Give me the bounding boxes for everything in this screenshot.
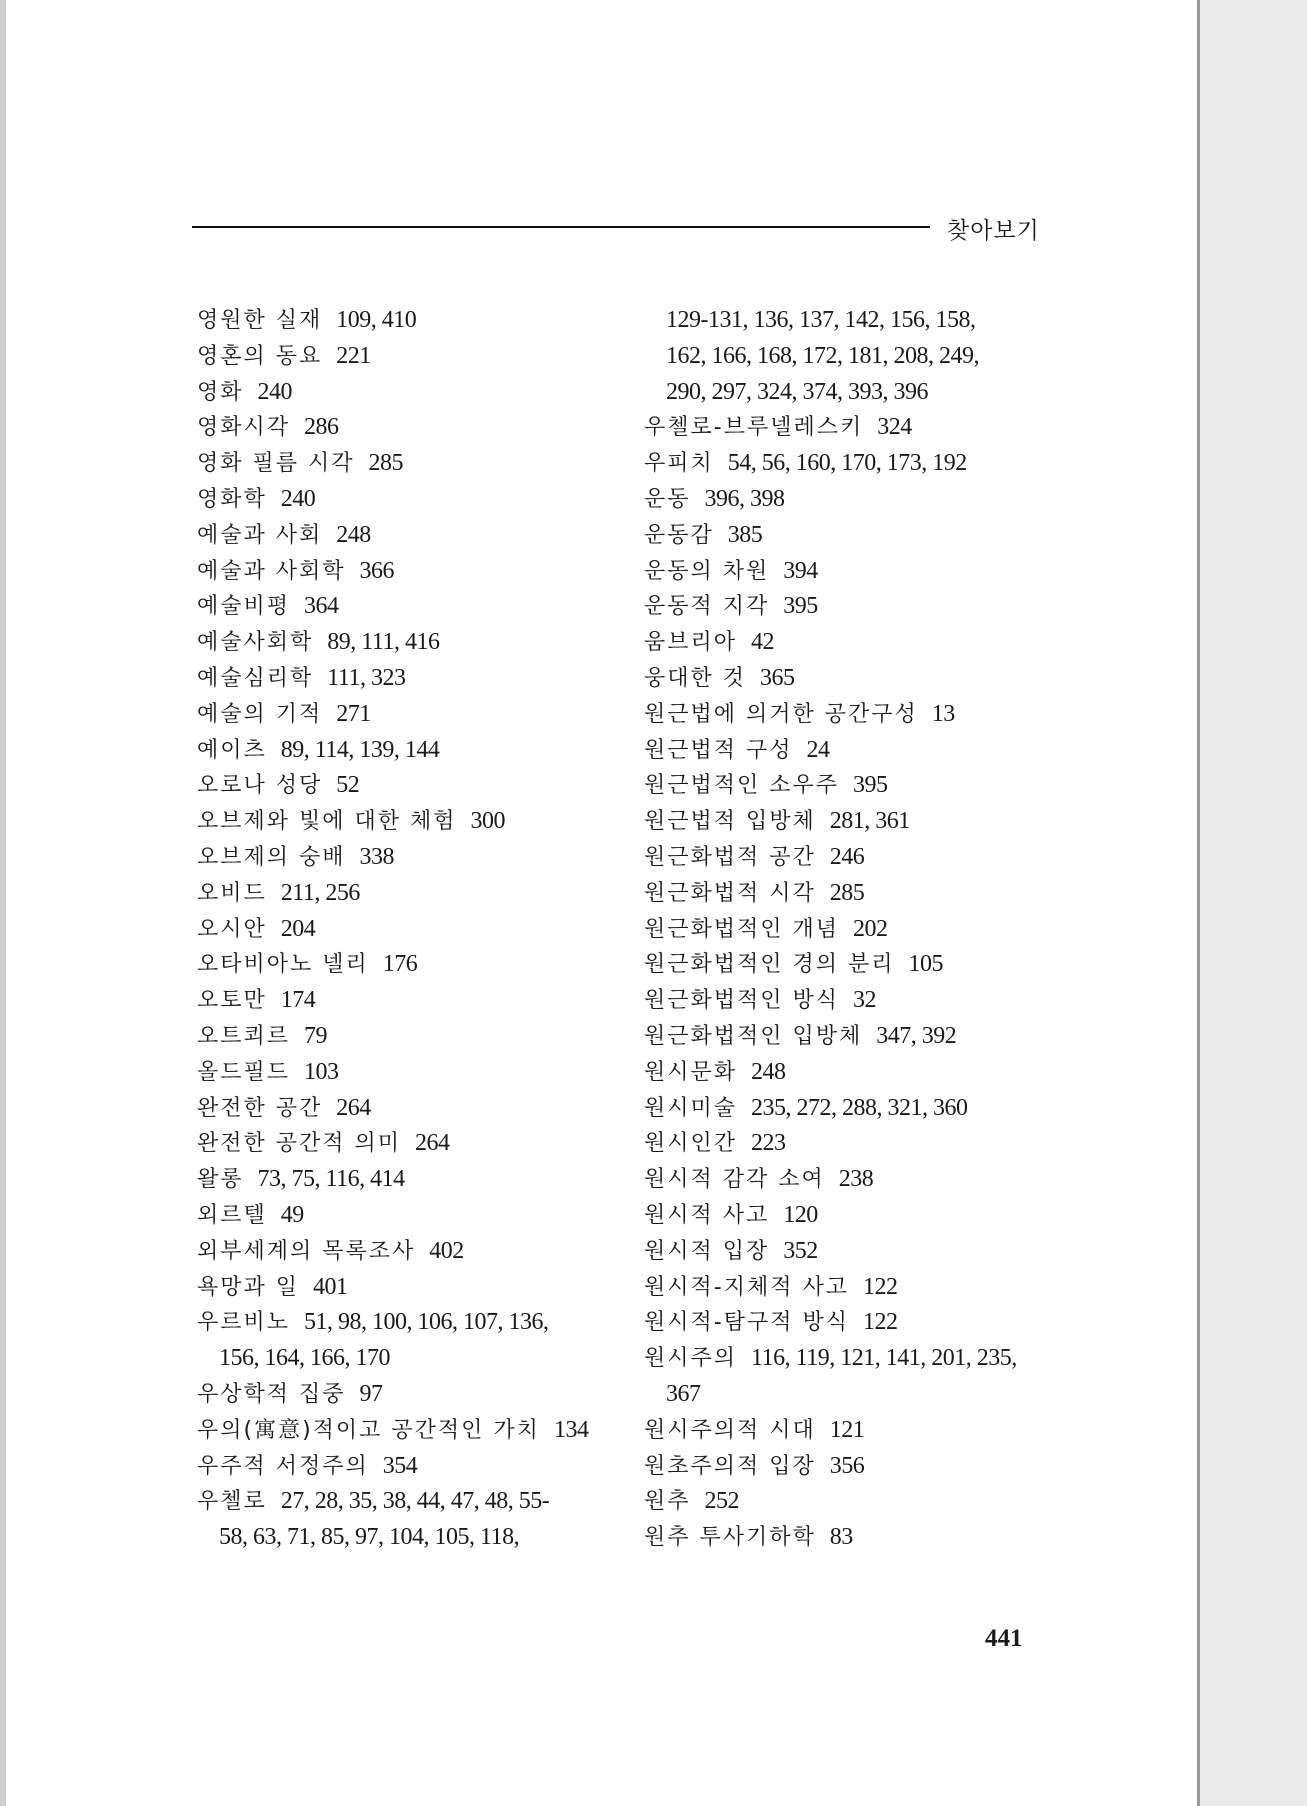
index-page-numbers: 252 xyxy=(704,1488,740,1515)
index-page-numbers: 105 xyxy=(908,951,944,978)
header-rule xyxy=(192,226,930,228)
index-term: 우의(寓意)적이고 공간적인 가치 xyxy=(197,1417,540,1443)
index-page-numbers: 204 xyxy=(280,915,316,942)
index-entry xyxy=(197,554,617,590)
index-term: 영원한 실재 xyxy=(197,308,323,333)
index-page-numbers: 97 xyxy=(359,1380,383,1407)
index-entry xyxy=(644,1234,1084,1270)
index-page-numbers: 89, 111, 416 xyxy=(327,629,440,656)
index-page-numbers: 42 xyxy=(751,629,775,656)
index-page-numbers: 285 xyxy=(829,879,865,906)
index-entry xyxy=(197,768,617,804)
index-term: 왈롱 xyxy=(197,1167,244,1193)
index-page-numbers: 338 xyxy=(359,843,395,870)
index-page-numbers: 54, 56, 160, 170, 173, 192 xyxy=(727,450,967,477)
index-entry xyxy=(644,983,1084,1019)
index-page-numbers: 395 xyxy=(853,772,888,799)
index-page-numbers: 122 xyxy=(862,1309,898,1336)
index-entry xyxy=(644,1198,1084,1234)
index-entry xyxy=(197,733,617,769)
index-term: 외르텔 xyxy=(197,1202,267,1228)
index-entry xyxy=(644,804,1084,840)
index-entry xyxy=(197,625,617,661)
index-page-numbers: 174 xyxy=(280,987,316,1014)
index-term: 원추 투사기하학 xyxy=(644,1525,816,1551)
index-entry xyxy=(197,375,617,411)
index-entry xyxy=(197,518,617,554)
index-term: 원근화법적인 개념 xyxy=(644,916,840,942)
index-entry xyxy=(644,1520,1084,1556)
index-term: 오시안 xyxy=(197,916,267,942)
index-entry xyxy=(197,804,617,840)
index-page-numbers: 281, 361 xyxy=(829,808,910,835)
index-entry xyxy=(644,482,1084,518)
index-entry xyxy=(197,697,617,733)
index-term: 원근화법적 시각 xyxy=(644,880,816,906)
index-page-numbers: 162, 166, 168, 172, 181, 208, 249, xyxy=(666,342,979,369)
index-term: 원시적-탐구적 방식 xyxy=(644,1310,849,1336)
index-entry xyxy=(644,1413,1084,1449)
index-term: 우주적 서정주의 xyxy=(197,1453,369,1479)
index-entry xyxy=(197,840,617,876)
index-entry xyxy=(197,1520,617,1556)
index-entry xyxy=(197,1019,617,1055)
index-term: 원시적 사고 xyxy=(644,1202,770,1228)
index-entry xyxy=(197,1484,617,1520)
index-page-numbers: 111, 323 xyxy=(327,664,406,691)
index-entry xyxy=(644,912,1084,948)
index-entry xyxy=(197,661,617,697)
index-term: 원근법적 구성 xyxy=(644,737,793,763)
index-page-numbers: 246 xyxy=(829,843,865,870)
index-entry xyxy=(644,1126,1084,1162)
index-page-numbers: 58, 63, 71, 85, 97, 104, 105, 118, xyxy=(219,1524,520,1551)
index-entry xyxy=(197,947,617,983)
index-page-numbers: 264 xyxy=(415,1130,450,1157)
index-term: 원시적 감각 소여 xyxy=(644,1167,825,1193)
index-page-numbers: 240 xyxy=(257,378,293,405)
index-term: 예술과 사회 xyxy=(197,522,323,548)
index-term: 영화시각 xyxy=(197,415,291,441)
index-entry xyxy=(197,912,617,948)
index-entry xyxy=(197,303,617,339)
index-page-numbers: 396, 398 xyxy=(704,485,785,512)
index-term: 예술과 사회학 xyxy=(197,558,346,584)
index-page-numbers: 356 xyxy=(829,1452,865,1479)
index-entry xyxy=(644,1484,1084,1520)
index-term: 영화 필름 시각 xyxy=(197,451,355,477)
index-term: 오토만 xyxy=(197,988,267,1014)
index-page-numbers: 52 xyxy=(336,772,360,799)
index-term: 원근법적인 소우주 xyxy=(644,773,840,799)
index-term: 오브제의 숭배 xyxy=(197,844,346,870)
index-page-numbers: 240 xyxy=(280,485,316,512)
index-entry xyxy=(644,1305,1084,1341)
index-entry xyxy=(644,339,1084,375)
index-page-numbers: 324 xyxy=(877,414,912,441)
index-page-numbers: 290, 297, 324, 374, 393, 396 xyxy=(666,378,928,405)
index-entry xyxy=(197,1270,617,1306)
index-page-numbers: 73, 75, 116, 414 xyxy=(257,1166,405,1193)
index-term: 원근법적 입방체 xyxy=(644,809,816,835)
index-entry xyxy=(644,1091,1084,1127)
index-page-numbers: 121 xyxy=(829,1416,865,1443)
index-term: 우르비노 xyxy=(197,1310,291,1336)
index-page-numbers: 248 xyxy=(336,521,371,548)
index-entry xyxy=(644,625,1084,661)
index-term: 원시주의적 시대 xyxy=(644,1417,816,1443)
index-page-numbers: 366 xyxy=(359,557,395,584)
index-term: 원시미술 xyxy=(644,1095,738,1121)
index-page-numbers: 286 xyxy=(304,414,339,441)
index-entry xyxy=(197,1234,617,1270)
index-entry xyxy=(197,1126,617,1162)
index-page-numbers: 221 xyxy=(336,342,371,369)
index-page-numbers: 385 xyxy=(727,521,763,548)
index-page-numbers: 401 xyxy=(313,1273,348,1300)
index-entry xyxy=(644,303,1084,339)
index-term: 우상학적 집중 xyxy=(197,1381,346,1407)
index-page-numbers: 367 xyxy=(666,1380,701,1407)
index-page-numbers: 211, 256 xyxy=(280,879,360,906)
index-entry xyxy=(644,410,1084,446)
index-entry xyxy=(644,1270,1084,1306)
index-page-numbers: 271 xyxy=(336,700,371,727)
index-term: 영화 xyxy=(197,379,244,405)
index-term: 원근법에 의거한 공간구성 xyxy=(644,701,918,727)
index-page-numbers: 402 xyxy=(429,1237,464,1264)
index-term: 원근화법적인 입방체 xyxy=(644,1023,863,1049)
index-page-numbers: 223 xyxy=(751,1130,786,1157)
index-term: 운동적 지각 xyxy=(644,594,770,620)
index-page-numbers: 394 xyxy=(783,557,818,584)
index-entry xyxy=(197,1377,617,1413)
index-entry xyxy=(644,1055,1084,1091)
index-page-numbers: 116, 119, 121, 141, 201, 235, xyxy=(751,1345,1017,1372)
index-page-numbers: 176 xyxy=(382,951,418,978)
index-entry xyxy=(197,1341,617,1377)
index-term: 예술의 기적 xyxy=(197,701,323,727)
index-column-left xyxy=(197,303,617,1556)
index-term: 원시적 입장 xyxy=(644,1238,770,1264)
index-entry xyxy=(197,1055,617,1091)
running-head: 찾아보기 xyxy=(947,218,1040,244)
index-term: 예이츠 xyxy=(197,737,267,763)
index-entry xyxy=(197,1091,617,1127)
index-term: 완전한 공간적 의미 xyxy=(197,1131,402,1157)
index-term: 원근화법적 공간 xyxy=(644,844,816,870)
index-entry xyxy=(644,947,1084,983)
index-entry xyxy=(644,518,1084,554)
index-entry xyxy=(644,1341,1084,1377)
index-entry xyxy=(197,589,617,625)
index-page-numbers: 120 xyxy=(783,1201,818,1228)
index-term: 올드필드 xyxy=(197,1059,291,1085)
index-entry xyxy=(197,1198,617,1234)
index-term: 웅대한 것 xyxy=(644,665,747,691)
index-term: 오트쾨르 xyxy=(197,1023,291,1049)
index-page-numbers: 395 xyxy=(783,593,818,620)
index-term: 오브제와 빛에 대한 체험 xyxy=(197,809,457,835)
index-term: 우첼로-브루넬레스키 xyxy=(644,415,864,441)
index-page-numbers: 122 xyxy=(862,1273,898,1300)
index-page-numbers: 364 xyxy=(304,593,339,620)
index-term: 오비드 xyxy=(197,880,267,906)
index-term: 완전한 공간 xyxy=(197,1095,323,1121)
index-term: 운동의 차원 xyxy=(644,558,770,584)
page-number: 441 xyxy=(985,1625,1023,1652)
index-page-numbers: 285 xyxy=(368,450,403,477)
index-term: 원시적-지체적 사고 xyxy=(644,1274,849,1300)
index-entry xyxy=(197,339,617,375)
index-page-numbers: 24 xyxy=(806,736,830,763)
index-column-right xyxy=(644,303,1084,1556)
index-entry xyxy=(197,482,617,518)
index-entry xyxy=(644,375,1084,411)
index-page-numbers: 89, 114, 139, 144 xyxy=(280,736,440,763)
index-term: 원시주의 xyxy=(644,1346,738,1372)
index-entry xyxy=(197,1162,617,1198)
index-term: 예술심리학 xyxy=(197,665,314,691)
index-entry xyxy=(197,1413,617,1449)
index-entry xyxy=(644,661,1084,697)
index-page-numbers: 264 xyxy=(336,1094,371,1121)
index-term: 움브리아 xyxy=(644,630,738,656)
index-page-numbers: 347, 392 xyxy=(876,1022,957,1049)
index-entry xyxy=(197,983,617,1019)
index-page-numbers: 365 xyxy=(760,664,795,691)
index-page-numbers: 51, 98, 100, 106, 107, 136, xyxy=(304,1309,549,1336)
index-page-numbers: 109, 410 xyxy=(336,307,417,333)
index-term: 원시인간 xyxy=(644,1131,738,1157)
index-term: 예술사회학 xyxy=(197,630,314,656)
index-page-numbers: 354 xyxy=(382,1452,418,1479)
index-term: 예술비평 xyxy=(197,594,291,620)
index-entry xyxy=(197,1305,617,1341)
index-entry xyxy=(644,1019,1084,1055)
index-entry xyxy=(644,697,1084,733)
index-term: 원초주의적 입장 xyxy=(644,1453,816,1479)
index-page-numbers: 134 xyxy=(553,1416,589,1443)
index-entry xyxy=(197,1449,617,1485)
index-term: 오로나 성당 xyxy=(197,773,323,799)
index-term: 외부세계의 목록조사 xyxy=(197,1238,416,1264)
index-entry xyxy=(644,840,1084,876)
index-entry xyxy=(644,446,1084,482)
index-entry xyxy=(644,554,1084,590)
page-edge-shadow xyxy=(0,0,6,1806)
index-entry xyxy=(644,1449,1084,1485)
index-entry xyxy=(197,410,617,446)
index-term: 영화학 xyxy=(197,486,267,512)
index-entry xyxy=(644,1377,1084,1413)
index-entry xyxy=(644,589,1084,625)
index-page-numbers: 300 xyxy=(470,808,506,835)
index-entry xyxy=(197,876,617,912)
index-page-numbers: 156, 164, 166, 170 xyxy=(219,1345,390,1372)
index-page-numbers: 248 xyxy=(751,1058,786,1085)
index-term: 우첼로 xyxy=(197,1489,267,1515)
index-page-numbers: 238 xyxy=(838,1166,874,1193)
index-entry xyxy=(644,733,1084,769)
index-page-numbers: 13 xyxy=(931,700,955,727)
index-term: 운동 xyxy=(644,486,691,512)
index-entry xyxy=(644,876,1084,912)
index-term: 운동감 xyxy=(644,522,714,548)
index-term: 욕망과 일 xyxy=(197,1274,300,1300)
index-entry xyxy=(644,1162,1084,1198)
index-term: 원근화법적인 경의 분리 xyxy=(644,952,895,978)
index-page-numbers: 129-131, 136, 137, 142, 156, 158, xyxy=(666,307,976,333)
index-page-numbers: 79 xyxy=(304,1022,328,1049)
index-page-numbers: 49 xyxy=(280,1201,304,1228)
index-page-numbers: 235, 272, 288, 321, 360 xyxy=(751,1094,968,1121)
index-page-numbers: 202 xyxy=(853,915,888,942)
index-page-numbers: 83 xyxy=(829,1524,853,1551)
index-term: 우피치 xyxy=(644,451,714,477)
index-term: 원시문화 xyxy=(644,1059,738,1085)
index-term: 영혼의 동요 xyxy=(197,343,323,369)
index-entry xyxy=(644,768,1084,804)
index-term: 원추 xyxy=(644,1489,691,1515)
index-term: 원근화법적인 방식 xyxy=(644,988,840,1014)
index-entry xyxy=(197,446,617,482)
index-page-numbers: 32 xyxy=(853,987,877,1014)
index-page-numbers: 27, 28, 35, 38, 44, 47, 48, 55- xyxy=(280,1488,550,1515)
index-page-numbers: 352 xyxy=(783,1237,818,1264)
index-page-numbers: 103 xyxy=(304,1058,339,1085)
index-term: 오타비아노 넬리 xyxy=(197,952,369,978)
